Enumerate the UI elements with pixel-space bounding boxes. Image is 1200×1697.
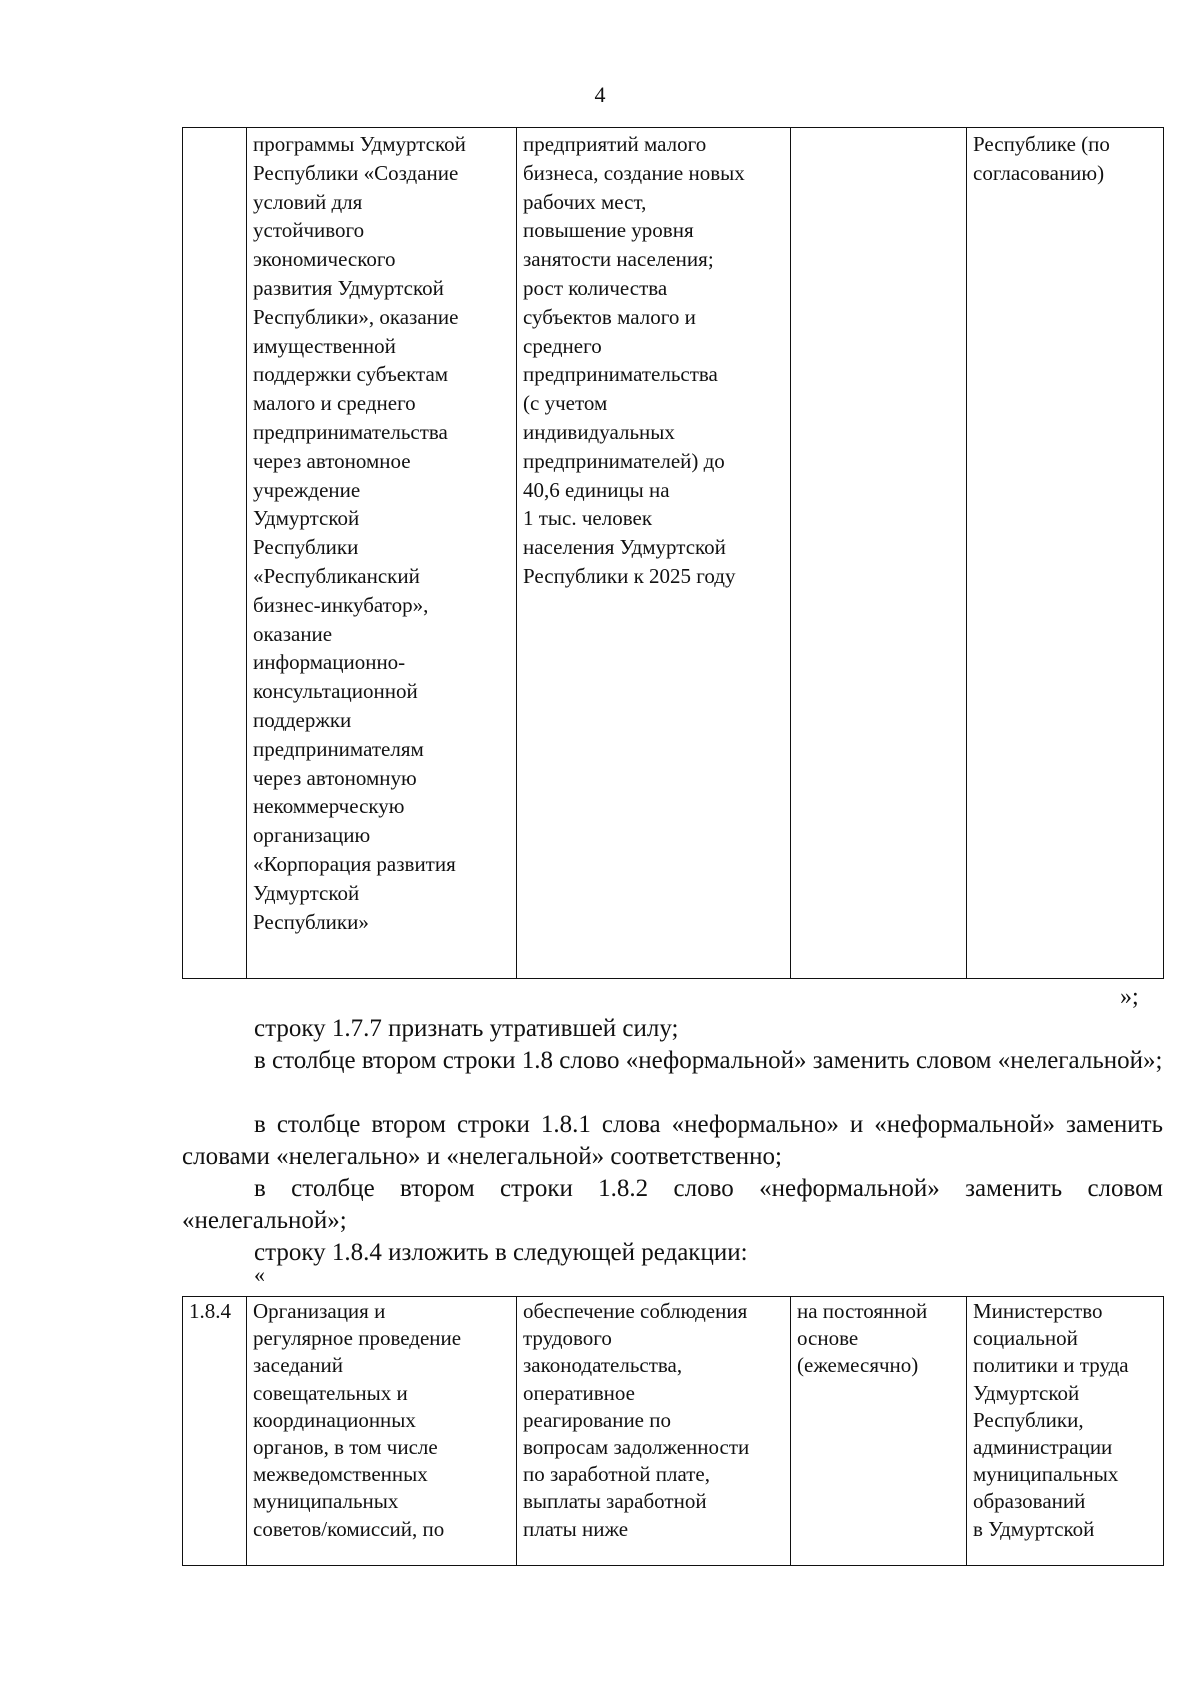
table2-cell-measure: Организация и регулярное проведение заседаний совещательных и координационных органов, в том числе межведомственных муниципальных советов/комиссий, по: [247, 1297, 517, 1566]
opening-quote: «: [254, 1262, 265, 1287]
table1-cell-number: [183, 128, 247, 979]
table2-cell-executor: Министерство социальной политики и труда Удмуртской Республики, администрации муниципальных образований в Удмуртской: [967, 1297, 1164, 1566]
table1-cell-executor: Республике (по согласованию): [967, 128, 1164, 979]
paragraph-5: строку 1.8.4 изложить в следующей редакции:: [254, 1239, 748, 1266]
table-row-1-8-4: [182, 1296, 1164, 1566]
paragraph-2: в столбце втором строки 1.8 слово «неформальной» заменить словом «нелегальной»;: [254, 1047, 1163, 1074]
table-row: [183, 128, 1164, 979]
paragraph-4: в столбце втором строки 1.8.2 слово «неформальной» заменить словом «нелегальной»;: [182, 1175, 1163, 1234]
table2-cell-number: 1.8.4: [183, 1297, 247, 1566]
table2-cell-result: обеспечение соблюдения трудового законодательства, оперативное реагирование по вопросам задолженности по заработной плате, выплаты заработной платы ниже: [517, 1297, 791, 1566]
page-number: 4: [594, 82, 606, 107]
table1-cell-term: [791, 128, 967, 979]
table1-cell-result: предприятий малого бизнеса, создание новых рабочих мест, повышение уровня занятости населения; рост количества субъектов малого и среднего предпринимательства (с учетом индивидуальных предпринимателей) до 40,6 единицы на 1 тыс. человек населения Удмуртской Республики к 2025 году: [517, 128, 791, 979]
table-continued-row: [182, 127, 1164, 979]
paragraph-3: в столбце втором строки 1.8.1 слова «неформально» и «неформальной» заменить словами «нелегально» и «нелегальной» соответственно;: [182, 1111, 1163, 1170]
table1-cell-measure: программы Удмуртской Республики «Создание условий для устойчивого экономического развития Удмуртской Республики», оказание имущественной поддержки субъектам малого и среднего предпринимательства через автономное учреждение Удмуртской Республики «Республиканский бизнес-инкубатор», оказание информационно- консультационной поддержки предпринимателям через автономную некоммерческую организацию «Корпорация развития Удмуртской Республики»: [247, 128, 517, 979]
paragraph-1: строку 1.7.7 признать утратившей силу;: [254, 1015, 679, 1042]
table-row: [183, 1297, 1164, 1566]
table2-cell-term: на постоянной основе (ежемесячно): [791, 1297, 967, 1566]
closing-quote: »;: [1120, 984, 1139, 1010]
